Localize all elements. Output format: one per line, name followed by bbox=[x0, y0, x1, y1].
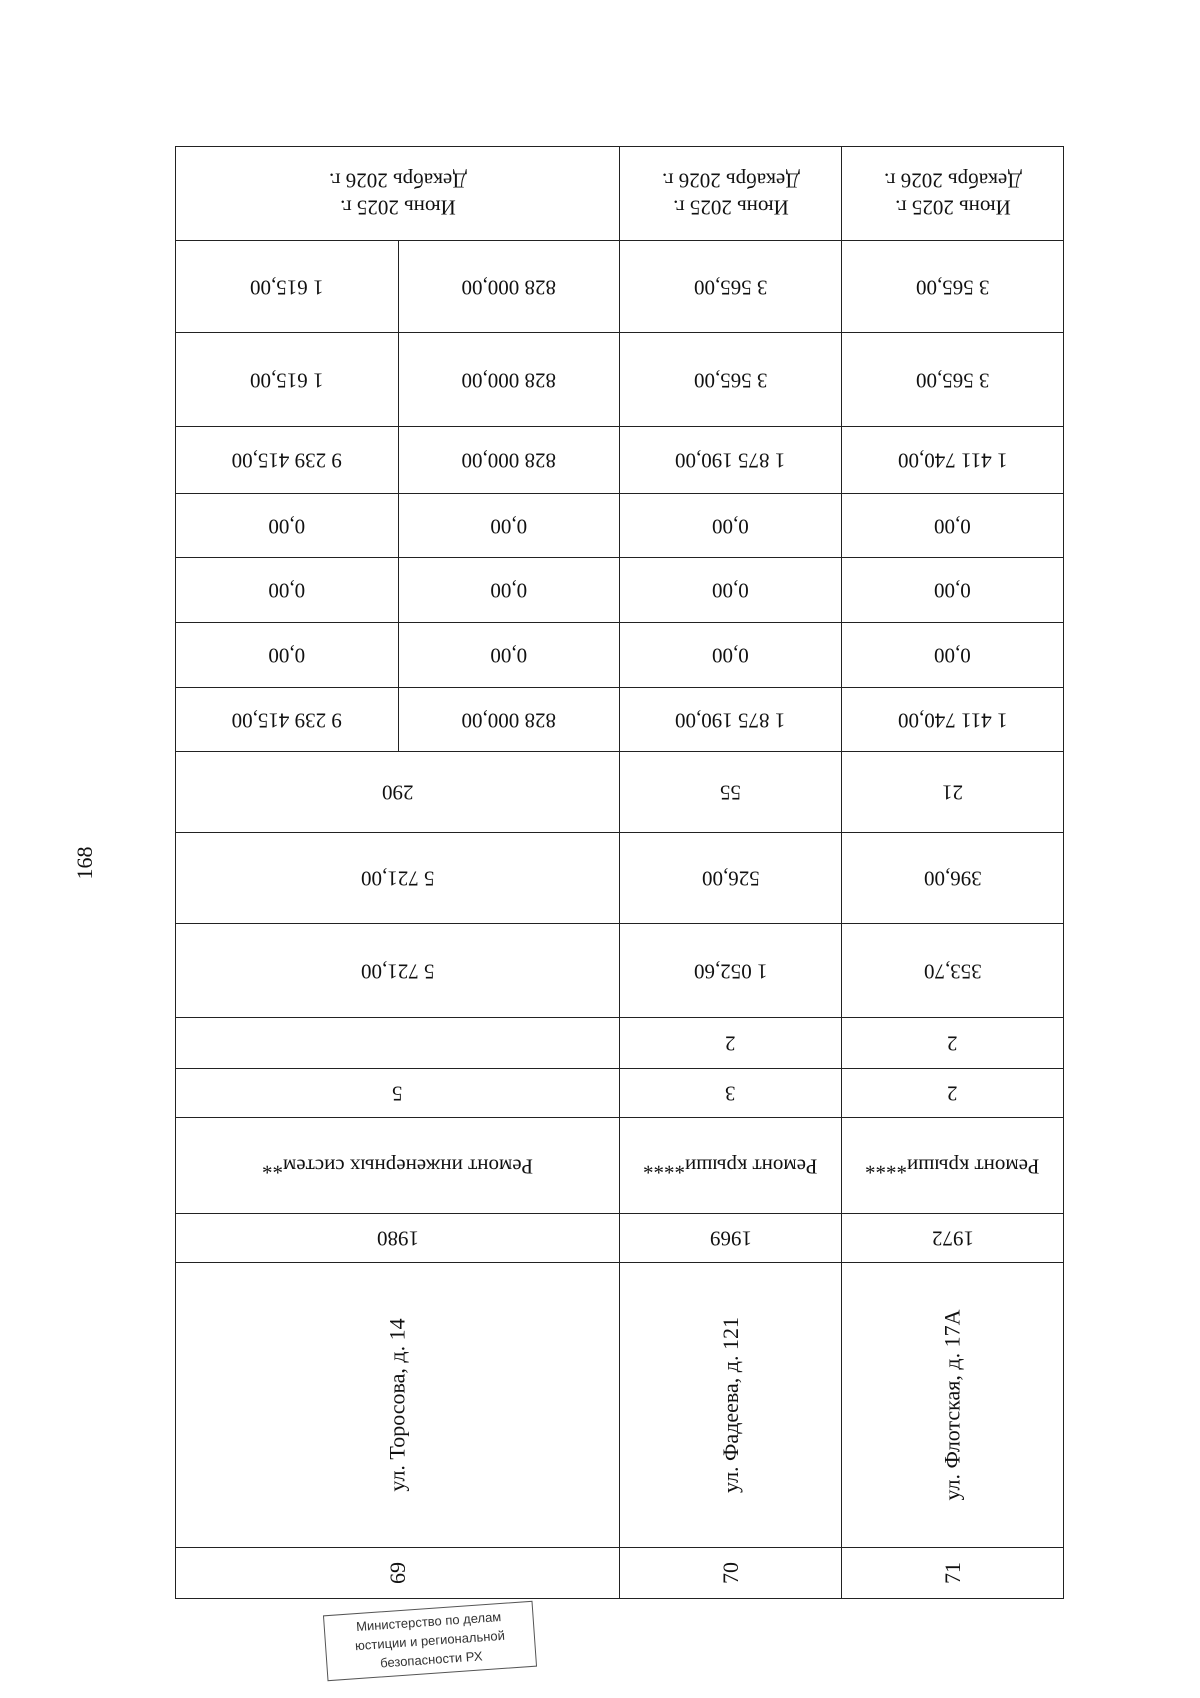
work-cell bbox=[841, 1117, 1064, 1214]
number-cell bbox=[619, 1547, 842, 1599]
local-text: 0,00 bbox=[712, 514, 749, 539]
residents-text: 290 bbox=[381, 780, 414, 805]
area-living-text: 526,00 bbox=[701, 866, 760, 891]
owners-a: 9 239 415,00 bbox=[231, 448, 342, 473]
total-a: 9 239 415,00 bbox=[231, 708, 342, 733]
residents-cell bbox=[175, 751, 620, 833]
fund-cell bbox=[841, 622, 1064, 688]
area-living-cell bbox=[841, 832, 1064, 924]
area-total-text: 5 721,00 bbox=[360, 959, 435, 984]
area-total-cell bbox=[841, 923, 1064, 1018]
stamp-line: юстиции и региональной bbox=[354, 1627, 506, 1654]
table-row bbox=[176, 147, 620, 1599]
fund-b: 0,00 bbox=[489, 643, 527, 668]
ministry-stamp bbox=[323, 1601, 537, 1681]
page-number: 168 bbox=[72, 846, 97, 880]
owners-cell bbox=[841, 426, 1064, 494]
floors-text: 5 bbox=[392, 1081, 403, 1106]
year-cell bbox=[841, 1213, 1064, 1263]
area-total-cell bbox=[175, 923, 620, 1018]
year-text: 1980 bbox=[376, 1226, 419, 1251]
residents-cell bbox=[619, 751, 842, 833]
work-text: Ремонт крыши**** bbox=[865, 1154, 1040, 1179]
dates-cell bbox=[841, 146, 1064, 241]
number-cell bbox=[175, 1547, 620, 1599]
residents-text: 21 bbox=[942, 780, 963, 805]
year-text: 1972 bbox=[931, 1226, 974, 1251]
fund-text: 0,00 bbox=[934, 643, 971, 668]
total-text: 1 411 740,00 bbox=[897, 708, 1008, 733]
total-text: 1 875 190,00 bbox=[675, 708, 786, 733]
area-living-text: 396,00 bbox=[923, 866, 982, 891]
table-row bbox=[620, 147, 842, 1599]
register-table bbox=[176, 147, 1064, 1599]
dates-cell bbox=[619, 146, 842, 241]
year-cell bbox=[175, 1213, 620, 1263]
limit-cell bbox=[175, 240, 620, 333]
number-cell bbox=[841, 1547, 1064, 1599]
area-living-cell bbox=[175, 832, 620, 924]
area-total-cell bbox=[619, 923, 842, 1018]
floors-text: 2 bbox=[947, 1081, 958, 1106]
local-cell bbox=[619, 493, 842, 558]
address-cell bbox=[175, 1262, 620, 1548]
entrances-text: 2 bbox=[725, 1031, 736, 1056]
area-living-cell bbox=[619, 832, 842, 924]
number-text: 69 bbox=[384, 1562, 410, 1584]
area-total-text: 353,70 bbox=[923, 959, 982, 984]
budget-text: 0,00 bbox=[712, 578, 749, 603]
work-text: Ремонт инженерных систем** bbox=[261, 1154, 534, 1179]
stamp-line: Министерство по делам bbox=[355, 1608, 502, 1635]
fund-cell bbox=[175, 622, 620, 688]
fund-cell bbox=[619, 622, 842, 688]
limit-a: 1 615,00 bbox=[250, 275, 324, 300]
floors-cell bbox=[841, 1068, 1064, 1118]
fund-a: 0,00 bbox=[268, 643, 306, 668]
total-cell bbox=[175, 687, 620, 752]
entrances-cell bbox=[841, 1017, 1064, 1069]
address-cell bbox=[619, 1262, 842, 1548]
floors-cell bbox=[619, 1068, 842, 1118]
total-cell bbox=[841, 687, 1064, 752]
dates-text: Июнь 2025 г. Декабрь 2026 г. bbox=[883, 168, 1022, 220]
address-cell bbox=[841, 1262, 1064, 1548]
limit-text: 3 565,00 bbox=[915, 275, 990, 300]
owners-text: 1 411 740,00 bbox=[897, 448, 1008, 473]
budget-a: 0,00 bbox=[268, 578, 306, 603]
work-cell bbox=[619, 1117, 842, 1214]
number-text: 71 bbox=[939, 1562, 965, 1584]
owners-b: 828 000,00 bbox=[461, 448, 556, 473]
year-text: 1969 bbox=[709, 1226, 752, 1251]
entrances-text: 2 bbox=[947, 1031, 958, 1056]
unit-text: 3 565,00 bbox=[693, 368, 768, 393]
local-cell bbox=[841, 493, 1064, 558]
address-text: ул. Флотская, д. 17А bbox=[939, 1309, 965, 1501]
fund-text: 0,00 bbox=[712, 643, 749, 668]
local-a: 0,00 bbox=[268, 514, 306, 539]
work-cell bbox=[175, 1117, 620, 1214]
local-b: 0,00 bbox=[489, 514, 527, 539]
table-row bbox=[842, 147, 1064, 1599]
dates-text: Июнь 2025 г. Декабрь 2026 г. bbox=[661, 168, 800, 220]
total-b: 828 000,00 bbox=[461, 708, 556, 733]
unit-a: 1 615,00 bbox=[250, 368, 324, 393]
budget-cell bbox=[841, 557, 1064, 623]
area-living-text: 5 721,00 bbox=[360, 866, 435, 891]
number-text: 70 bbox=[717, 1562, 743, 1584]
area-total-text: 1 052,60 bbox=[693, 959, 768, 984]
address-text: ул. Фадеева, д. 121 bbox=[717, 1317, 743, 1493]
local-text: 0,00 bbox=[934, 514, 971, 539]
dates-text: Июнь 2025 г. Декабрь 2026 г. bbox=[328, 168, 467, 220]
budget-cell bbox=[175, 557, 620, 623]
entrances-cell bbox=[619, 1017, 842, 1069]
stamp-line: безопасности РХ bbox=[379, 1648, 483, 1671]
owners-text: 1 875 190,00 bbox=[675, 448, 786, 473]
owners-cell bbox=[619, 426, 842, 494]
limit-cell bbox=[619, 240, 842, 333]
limit-cell bbox=[841, 240, 1064, 333]
floors-text: 3 bbox=[725, 1081, 736, 1106]
unit-cell bbox=[841, 332, 1064, 427]
dates-cell bbox=[175, 146, 620, 241]
budget-cell bbox=[619, 557, 842, 623]
unit-text: 3 565,00 bbox=[915, 368, 990, 393]
limit-b: 828 000,00 bbox=[461, 275, 556, 300]
unit-b: 828 000,00 bbox=[461, 368, 556, 393]
work-text: Ремонт крыши**** bbox=[643, 1154, 818, 1179]
budget-text: 0,00 bbox=[934, 578, 971, 603]
floors-cell bbox=[175, 1068, 620, 1118]
owners-cell bbox=[175, 426, 620, 494]
residents-cell bbox=[841, 751, 1064, 833]
local-cell bbox=[175, 493, 620, 558]
entrances-cell bbox=[175, 1017, 620, 1069]
limit-text: 3 565,00 bbox=[693, 275, 768, 300]
unit-cell bbox=[175, 332, 620, 427]
budget-b: 0,00 bbox=[489, 578, 527, 603]
address-text: ул. Торосова, д. 14 bbox=[384, 1318, 410, 1492]
year-cell bbox=[619, 1213, 842, 1263]
total-cell bbox=[619, 687, 842, 752]
unit-cell bbox=[619, 332, 842, 427]
residents-text: 55 bbox=[720, 780, 741, 805]
